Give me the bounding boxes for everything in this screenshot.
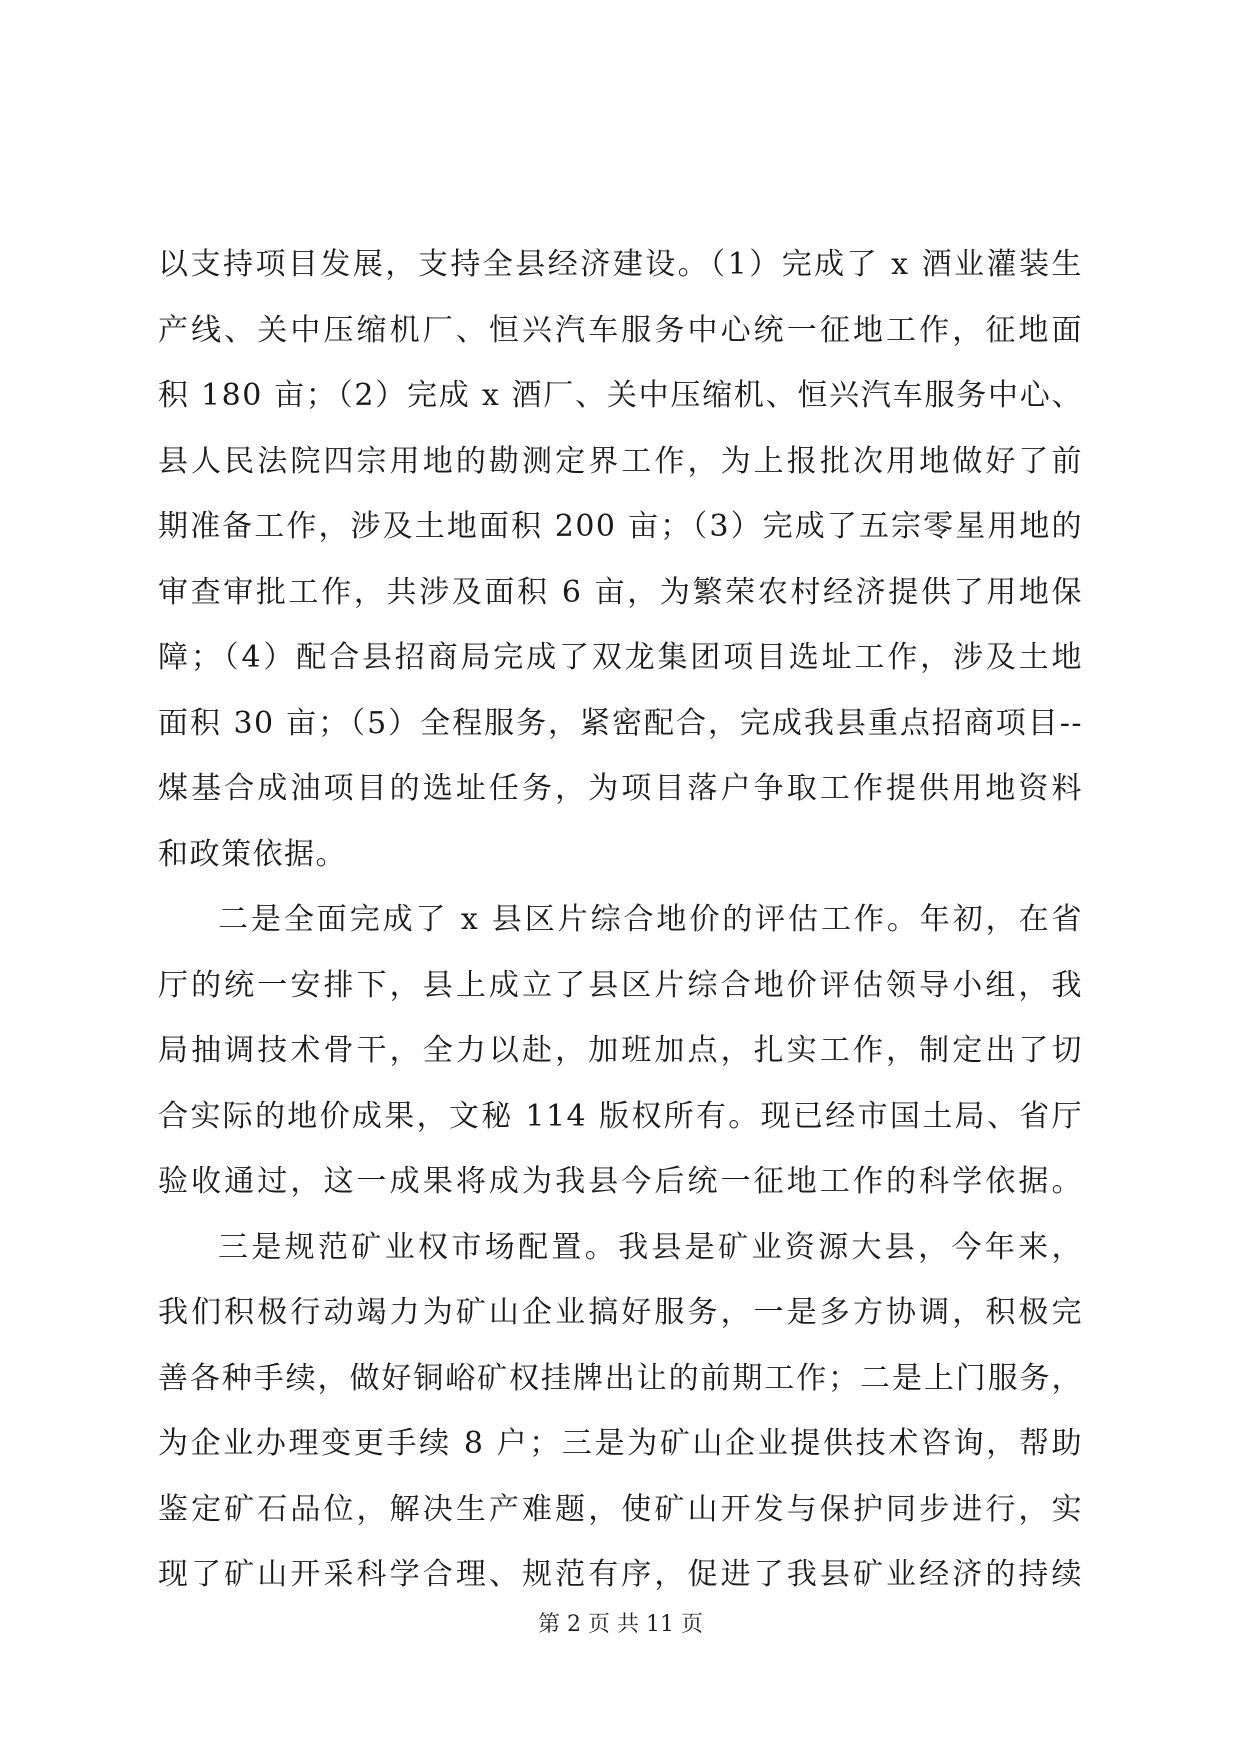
page-footer: 第 2 页 共 11 页 <box>538 1612 703 1637</box>
text-line: 障；（4）配合县招商局完成了双龙集团项目选址工作，涉及土地 <box>158 640 1083 675</box>
text-line: 局抽调技术骨干，全力以赴，加班加点，扎实工作，制定出了切 <box>158 1033 1083 1068</box>
body-text <box>158 232 1083 1608</box>
text-line: 期准备工作，涉及土地面积 200 亩；（3）完成了五宗零星用地的 <box>158 509 1083 544</box>
text-line: 三是规范矿业权市场配置。我县是矿业资源大县，今年来， <box>218 1229 1083 1265</box>
text-line: 厅的统一安排下，县上成立了县区片综合地价评估领导小组，我 <box>158 967 1083 1003</box>
text-line: 煤基合成油项目的选址任务，为项目落户争取工作提供用地资料 <box>158 771 1083 806</box>
text-line: 县人民法院四宗用地的勘测定界工作，为上报批次用地做好了前 <box>158 443 1083 479</box>
text-line: 鉴定矿石品位，解决生产难题，使矿山开发与保护同步进行，实 <box>158 1491 1083 1527</box>
text-line: 和政策依据。 <box>158 836 347 872</box>
text-line: 验收通过，这一成果将成为我县今后统一征地工作的科学依据。 <box>158 1164 1083 1199</box>
text-line: 我们积极行动竭力为矿山企业搞好服务，一是多方协调，积极完 <box>158 1295 1083 1330</box>
text-line: 二是全面完成了 x 县区片综合地价的评估工作。年初，在省 <box>218 902 1083 937</box>
text-line: 以支持项目发展，支持全县经济建设。（1）完成了 x 酒业灌装生 <box>158 247 1083 282</box>
text-line: 为企业办理变更手续 8 户；三是为矿山企业提供技术咨询，帮助 <box>158 1426 1083 1461</box>
text-line: 善各种手续，做好铜峪矿权挂牌出让的前期工作；二是上门服务， <box>158 1360 1083 1396</box>
text-line: 现了矿山开采科学合理、规范有序，促进了我县矿业经济的持续 <box>158 1557 1083 1592</box>
text-line: 产线、关中压缩机厂、恒兴汽车服务中心统一征地工作，征地面 <box>158 312 1083 348</box>
text-line: 合实际的地价成果，文秘 114 版权所有。现已经市国土局、省厅 <box>158 1098 1083 1134</box>
text-line: 积 180 亩；（2）完成 x 酒厂、关中压缩机、恒兴汽车服务中心、 <box>158 378 1083 413</box>
text-line: 面积 30 亩；（5）全程服务，紧密配合，完成我县重点招商项目-- <box>158 705 1083 741</box>
text-line: 审查审批工作，共涉及面积 6 亩，为繁荣农村经济提供了用地保 <box>158 574 1083 610</box>
